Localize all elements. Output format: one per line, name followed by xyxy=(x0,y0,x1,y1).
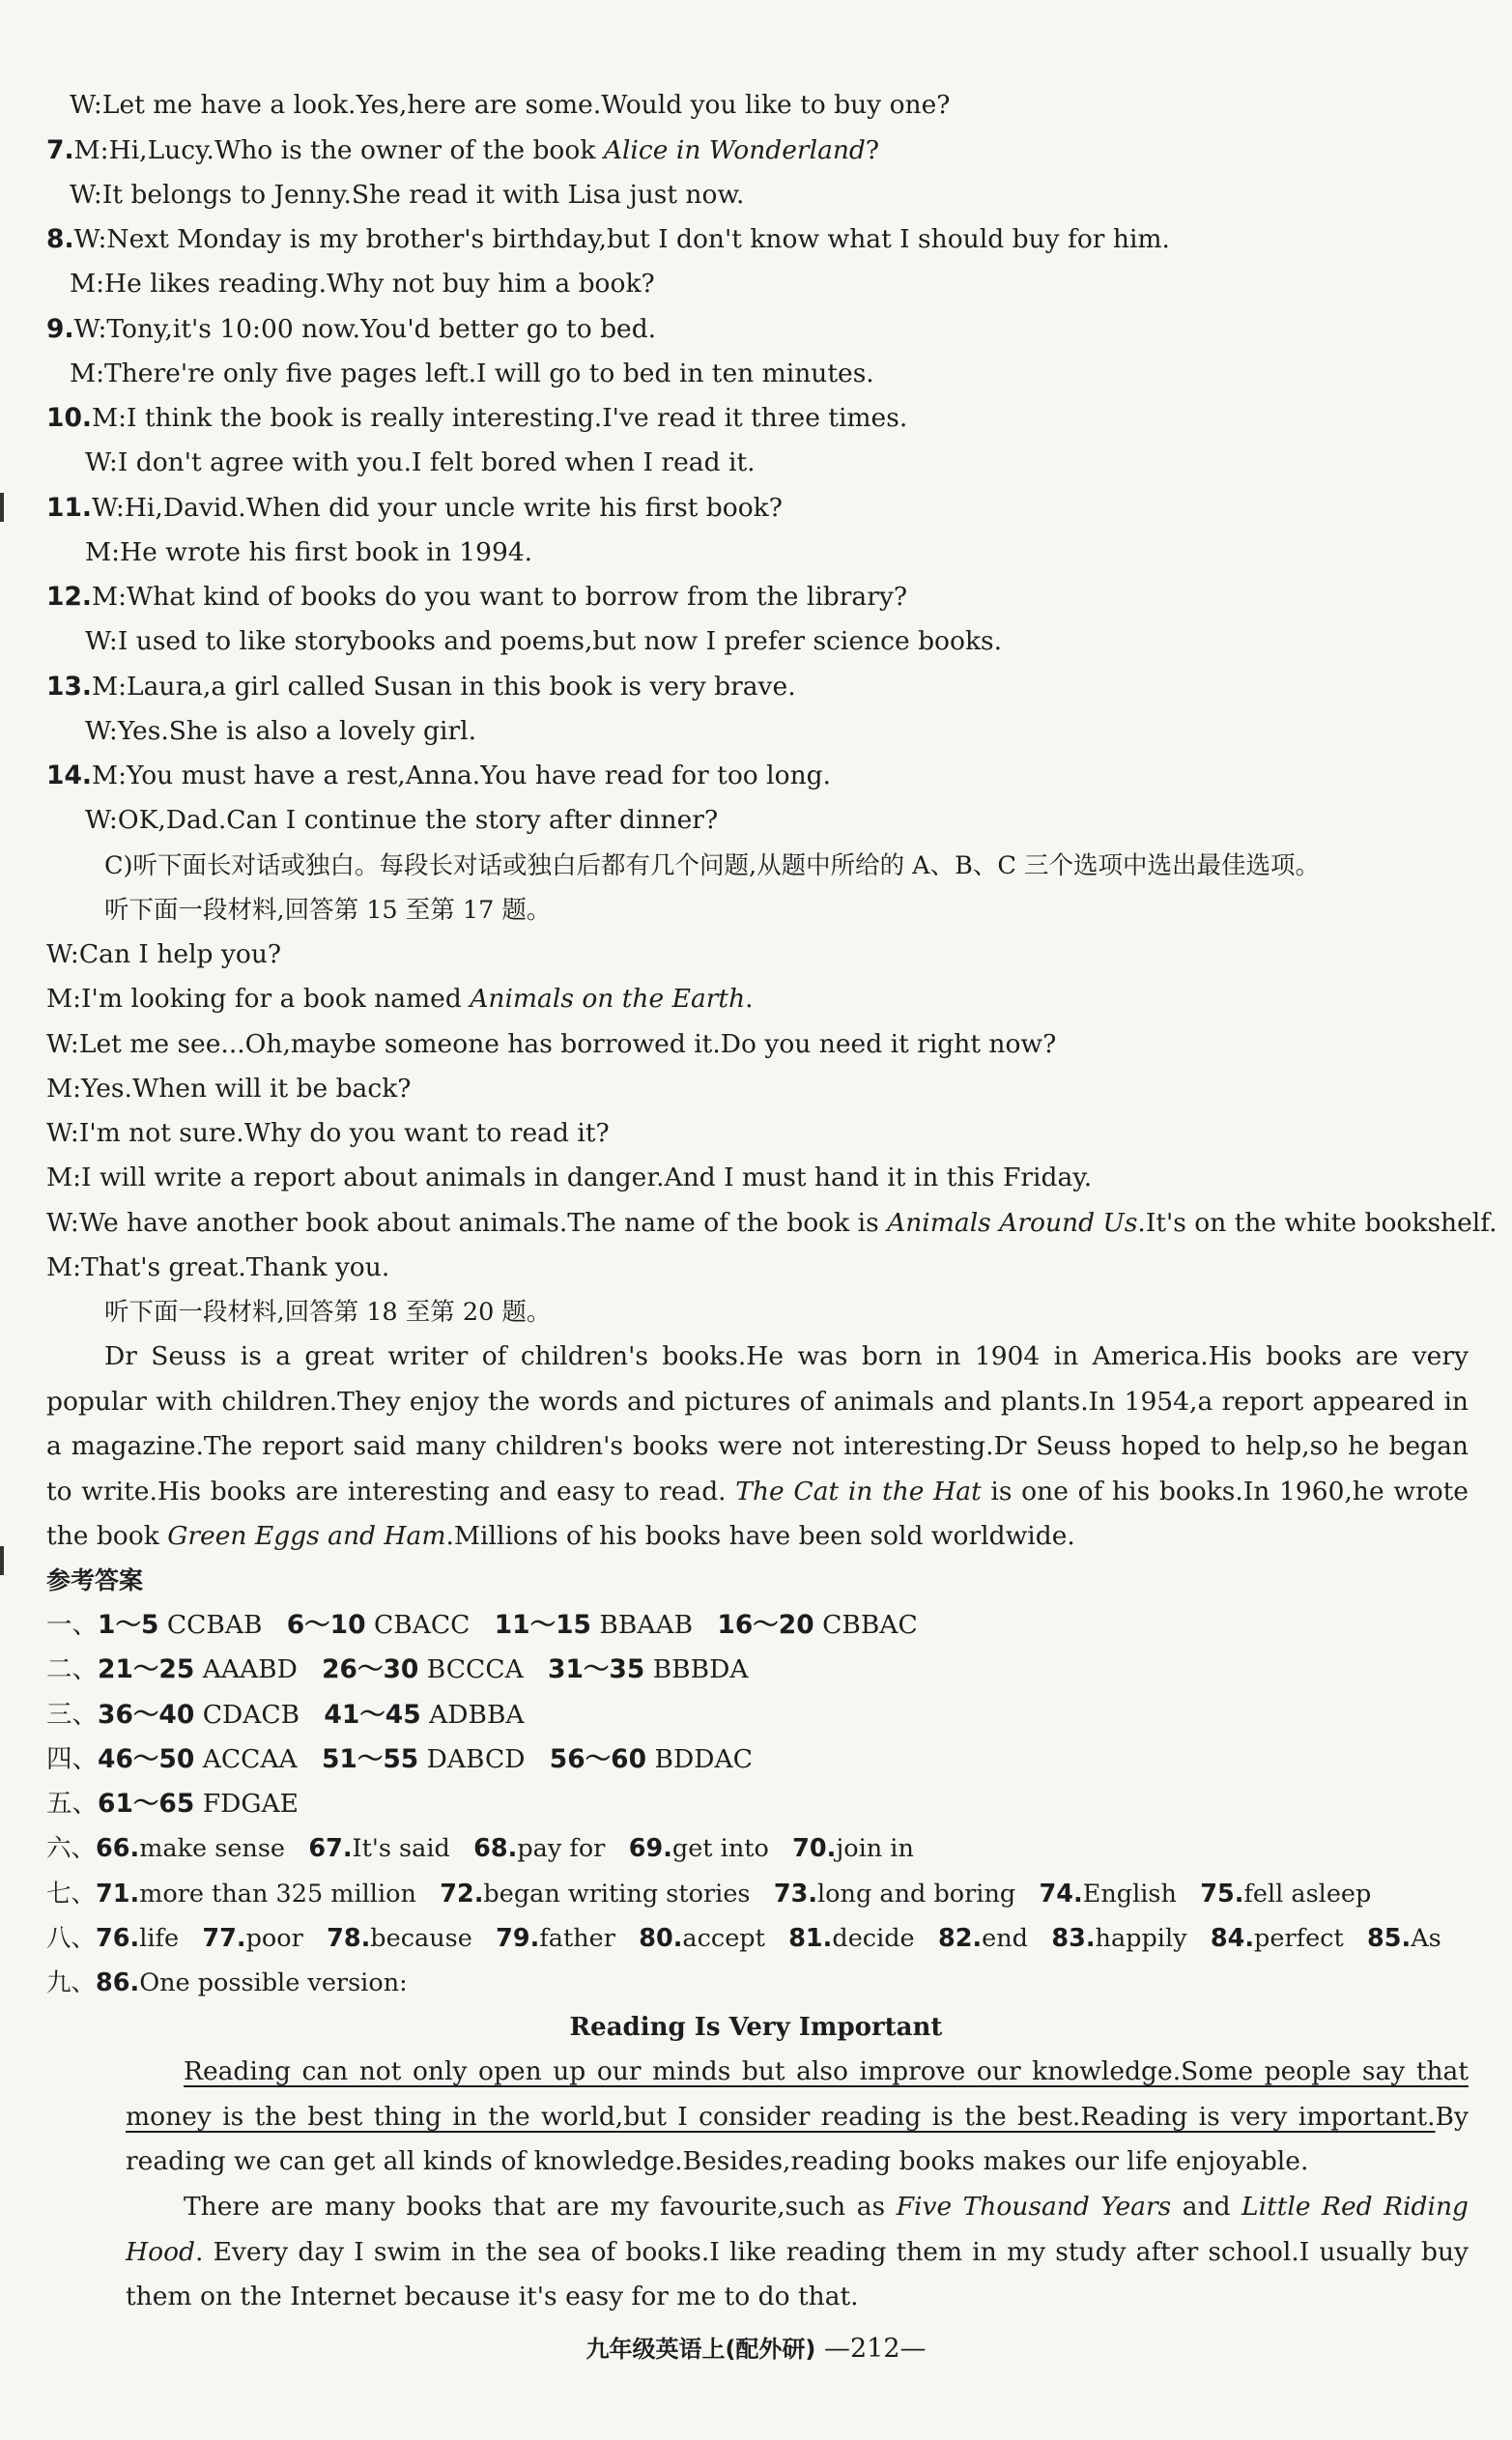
listening-intro: 听下面一段材料,回答第 18 至第 20 题。 xyxy=(104,1298,552,1327)
dialogue-line: M:I will write a report about animals in danger.And I must hand it in this Friday. xyxy=(46,1163,1093,1192)
dialogue-line: W:It belongs to Jenny.She read it with Lisa just now. xyxy=(70,180,745,210)
page-footer xyxy=(0,2327,1512,2371)
dialogue-line: M:There're only five pages left.I will go to bed in ten minutes. xyxy=(70,359,874,388)
question-number: 11. xyxy=(46,493,92,523)
book-title: Animals Around Us xyxy=(887,1208,1138,1238)
dialogue-11: 11.W:Hi,David.When did your uncle write his first book? xyxy=(46,493,783,523)
question-number: 9. xyxy=(46,314,74,344)
question-number: 8. xyxy=(46,224,74,254)
answer-row-4: 四、46～50 ACCAA 51～55 DABCD 56～60 BDDAC xyxy=(46,1744,753,1774)
answer-row-6: 六、66.make sense 67.It's said 68.pay for 69.get into 70.join in xyxy=(46,1834,914,1863)
dialogue-line: W:Can I help you? xyxy=(46,939,282,969)
answer-row-5: 五、61～65 FDGAE xyxy=(46,1789,299,1819)
answer-row-2: 二、21～25 AAABD 26～30 BCCCA 31～35 BBBDA xyxy=(46,1654,749,1684)
book-title: Little Red Riding Hood xyxy=(126,2192,1469,2267)
question-number: 14. xyxy=(46,761,92,790)
underlined-text: Reading can not only open up our minds but also improve our knowledge.Some people say that money is the best thing in the world,but I consider reading is the best.Reading is very important. xyxy=(126,2056,1469,2132)
question-number: 12. xyxy=(46,582,92,612)
dialogue-7: 7.M:Hi,Lucy.Who is the owner of the book Alice in Wonderland? xyxy=(46,135,880,165)
answer-row-9: 九、86.One possible version: xyxy=(46,1968,408,1997)
dialogue-line: W:OK,Dad.Can I continue the story after dinner? xyxy=(85,805,719,835)
book-name: 九年级英语上(配外研) xyxy=(585,2336,816,2363)
listening-intro: 听下面一段材料,回答第 15 至第 17 题。 xyxy=(104,896,552,925)
question-number: 13. xyxy=(46,672,92,702)
monologue-paragraph: Dr Seuss is a great writer of children's books.He was born in 1904 in America.His books are very popular with children.They enjoy the words and pictures of animals and plants.In 1954,a report appeared in a magazine.The report said many children's books were not interesting.Dr Seuss hoped to help,so he began to write.His books are interesting and easy to read. The Cat in the Hat is one of his books.In 1960,he wrote the book Green Eggs and Ham.Millions of his books have been sold worldwide. xyxy=(46,1341,1469,1551)
essay-paragraph-1: Reading can not only open up our minds but also improve our knowledge.Some people say that money is the best thing in the world,but I consider reading is the best.Reading is very important.By reading we can get all kinds of knowledge.Besides,reading books makes our life enjoyable. xyxy=(126,2056,1469,2176)
dialogue-9: 9.W:Tony,it's 10:00 now.You'd better go to bed. xyxy=(46,314,657,344)
book-title: Alice in Wonderland xyxy=(603,135,866,165)
page-number: —212— xyxy=(823,2334,927,2364)
dialogue-line: M:He wrote his first book in 1994. xyxy=(85,537,533,567)
book-title: Animals on the Earth xyxy=(470,984,746,1014)
dialogue-13: 13.M:Laura,a girl called Susan in this book is very brave. xyxy=(46,672,796,702)
dialogue-line: M:That's great.Thank you. xyxy=(46,1252,390,1282)
dialogue-line: W:Let me see...Oh,maybe someone has borrowed it.Do you need it right now? xyxy=(46,1029,1057,1059)
book-title: Five Thousand Years xyxy=(896,2192,1172,2222)
answer-row-8: 八、76.life 77.poor 78.because 79.father 80.accept 81.decide 82.end 83.happily 84.perfect 85.As xyxy=(46,1924,1441,1953)
question-number: 7. xyxy=(46,135,74,165)
book-title: Green Eggs and Ham xyxy=(167,1521,446,1551)
answer-row-7: 七、71.more than 325 million 72.began writing stories 73.long and boring 74.English 75.fell asleep xyxy=(46,1880,1372,1909)
book-title: The Cat in the Hat xyxy=(735,1476,982,1507)
dialogue-line: M:He likes reading.Why not buy him a book? xyxy=(70,269,655,299)
dialogue-line: W:Let me have a look.Yes,here are some.Would you like to buy one? xyxy=(70,90,951,120)
dialogue-line: W:I'm not sure.Why do you want to read it? xyxy=(46,1118,610,1148)
essay-paragraph-2: There are many books that are my favourite,such as Five Thousand Years and Little Red Riding Hood. Every day I swim in the sea of books.I like reading them in my study after school.I usually buy them on the Internet because it's easy for me to do that. xyxy=(126,2192,1469,2311)
dialogue-line: W:Yes.She is also a lovely girl. xyxy=(85,716,477,746)
margin-mark xyxy=(0,493,4,522)
answer-row-1: 一、1～5 CCBAB 6～10 CBACC 11～15 BBAAB 16～20 CBBAC xyxy=(46,1610,918,1640)
dialogue-line: W:We have another book about animals.The name of the book is Animals Around Us.It's on the white bookshelf. xyxy=(46,1208,1498,1238)
essay-title: Reading Is Very Important xyxy=(569,2013,943,2042)
section-c-instruction: C)听下面长对话或独白。每段长对话或独白后都有几个问题,从题中所给的 A、B、C 三个选项中选出最佳选项。 xyxy=(104,851,1320,880)
dialogue-8: 8.W:Next Monday is my brother's birthday,but I don't know what I should buy for him. xyxy=(46,224,1170,254)
dialogue-line: M:I'm looking for a book named Animals on the Earth. xyxy=(46,984,754,1014)
answer-row-3: 三、36～40 CDACB 41～45 ADBBA xyxy=(46,1700,525,1730)
dialogue-14: 14.M:You must have a rest,Anna.You have read for too long. xyxy=(46,761,832,790)
dialogue-12: 12.M:What kind of books do you want to borrow from the library? xyxy=(46,582,908,612)
dialogue-line: W:I used to like storybooks and poems,but now I prefer science books. xyxy=(85,626,1003,656)
dialogue-line: W:I don't agree with you.I felt bored when I read it. xyxy=(85,447,756,477)
margin-mark xyxy=(0,1546,4,1575)
question-number: 10. xyxy=(46,403,92,433)
dialogue-10: 10.M:I think the book is really interesting.I've read it three times. xyxy=(46,403,908,433)
answers-heading: 参考答案 xyxy=(46,1566,144,1594)
dialogue-line: M:Yes.When will it be back? xyxy=(46,1074,412,1104)
